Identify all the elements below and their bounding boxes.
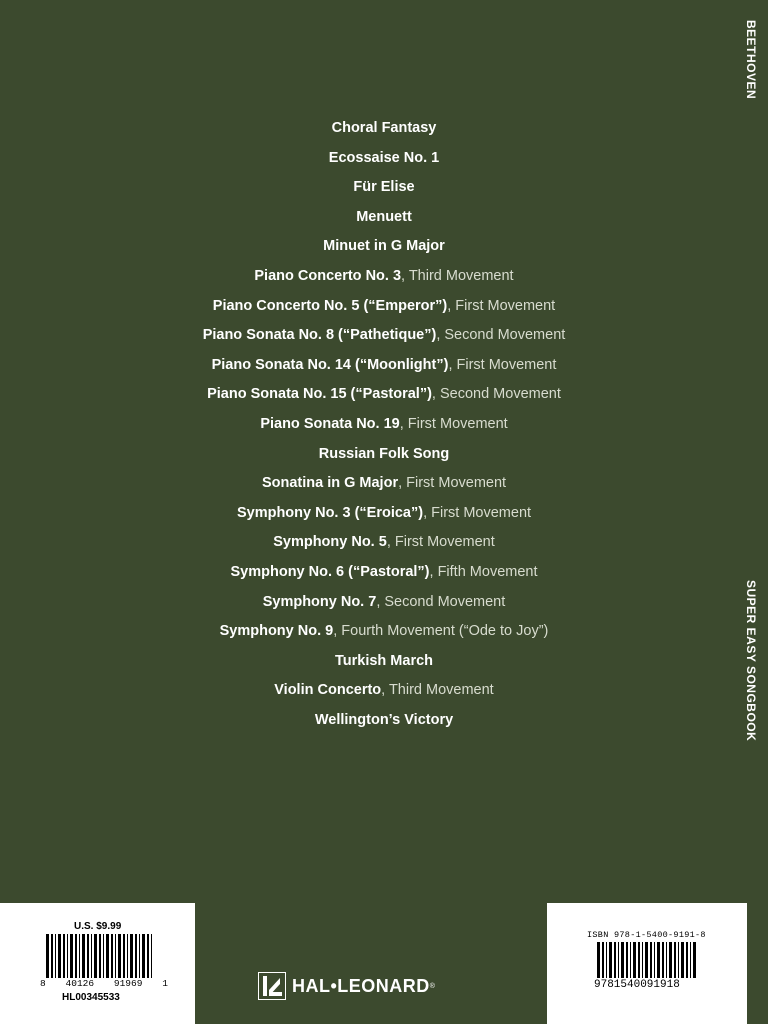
barcode-bar xyxy=(645,942,648,978)
barcode-bar xyxy=(94,934,97,978)
barcode-bar xyxy=(650,942,652,978)
song-title: Menuett xyxy=(356,208,412,225)
song-title: Russian Folk Song xyxy=(318,445,450,462)
song-entry xyxy=(0,114,768,144)
barcode-bar xyxy=(135,934,137,978)
song-entry xyxy=(0,262,768,292)
song-entry xyxy=(0,558,768,588)
barcode-bar xyxy=(638,942,640,978)
song-title: Symphony No. 7 xyxy=(262,593,377,610)
song-movement: , First Movement xyxy=(448,356,557,373)
song-movement: , Second Movement xyxy=(431,386,561,403)
song-movement: , Third Movement xyxy=(401,267,514,284)
song-title: Wellington’s Victory xyxy=(314,711,454,728)
spine-title: BEETHOVEN xyxy=(744,20,758,100)
barcode-bar xyxy=(690,942,691,978)
isbn-barcode-panel xyxy=(547,903,747,1024)
barcode-bar xyxy=(151,934,152,978)
upc-digit-group: 1 xyxy=(162,978,168,989)
song-title: Symphony No. 9 xyxy=(219,623,334,640)
barcode-bar xyxy=(147,934,149,978)
barcode-bar xyxy=(597,942,600,978)
barcode-bar xyxy=(630,942,631,978)
barcode-bar xyxy=(63,934,65,978)
song-entry xyxy=(0,588,768,618)
barcode-bar xyxy=(621,942,624,978)
song-entry xyxy=(0,440,768,470)
barcode-bar xyxy=(606,942,607,978)
song-title: Violin Concerto xyxy=(274,682,382,699)
barcode-bar xyxy=(51,934,53,978)
song-movement: , Fifth Movement xyxy=(429,563,538,580)
barcode-bar xyxy=(681,942,684,978)
song-entry xyxy=(0,144,768,174)
barcode-bar xyxy=(91,934,92,978)
song-title: Minuet in G Major xyxy=(323,238,445,255)
song-movement: , First Movement xyxy=(399,415,508,432)
price-barcode-panel xyxy=(0,903,195,1024)
song-entry xyxy=(0,647,768,677)
song-entry xyxy=(0,410,768,440)
barcode-bar xyxy=(642,942,643,978)
song-title: Piano Sonata No. 19 xyxy=(260,415,400,432)
publisher-name: HAL•LEONARD xyxy=(292,975,430,996)
song-entry xyxy=(0,232,768,262)
barcode-bar xyxy=(674,942,676,978)
song-title: Piano Concerto No. 5 (“Emperor”) xyxy=(212,297,448,314)
barcode-bar xyxy=(55,934,56,978)
barcode-bar xyxy=(75,934,77,978)
upc-barcode xyxy=(46,934,156,978)
barcode-bar xyxy=(662,942,664,978)
isbn-barcode xyxy=(597,942,697,978)
upc-digit-group: 91969 xyxy=(113,978,143,989)
ean-digits: 9781540091918 xyxy=(594,979,680,991)
publisher-logo xyxy=(258,970,435,1002)
song-title: Symphony No. 5 xyxy=(273,534,387,551)
song-title: Piano Concerto No. 3 xyxy=(254,267,402,284)
product-code: HL00345533 xyxy=(62,992,120,1003)
song-movement: , First Movement xyxy=(447,297,556,314)
barcode-bar xyxy=(111,934,113,978)
barcode-bar xyxy=(633,942,636,978)
song-movement: , Second Movement xyxy=(436,327,566,344)
upc-digit-group: 8 xyxy=(40,978,46,989)
song-list xyxy=(0,114,768,735)
barcode-bar xyxy=(87,934,89,978)
song-title: Für Elise xyxy=(353,179,415,196)
song-title: Piano Sonata No. 8 (“Pathetique”) xyxy=(202,327,437,344)
barcode-bar xyxy=(626,942,628,978)
registered-mark: ® xyxy=(429,982,435,990)
barcode-bar xyxy=(103,934,104,978)
barcode-bar xyxy=(118,934,121,978)
song-entry xyxy=(0,380,768,410)
song-movement: , Second Movement xyxy=(376,593,506,610)
song-title: Choral Fantasy xyxy=(331,120,437,136)
song-title: Ecossaise No. 1 xyxy=(328,149,440,166)
song-title: Sonatina in G Major xyxy=(261,475,399,492)
song-entry xyxy=(0,321,768,351)
barcode-bar xyxy=(669,942,672,978)
song-entry xyxy=(0,676,768,706)
barcode-bar xyxy=(602,942,604,978)
barcode-bar xyxy=(609,942,612,978)
song-title: Turkish March xyxy=(334,652,434,669)
song-entry xyxy=(0,499,768,529)
song-movement: , First Movement xyxy=(386,534,495,551)
song-entry xyxy=(0,706,768,736)
song-title: Symphony No. 6 (“Pastoral”) xyxy=(230,563,430,580)
barcode-bar xyxy=(678,942,679,978)
song-entry xyxy=(0,203,768,233)
song-movement: , Third Movement xyxy=(381,682,494,699)
isbn-label: ISBN 978-1-5400-9191-8 xyxy=(587,930,706,940)
song-movement: , Fourth Movement (“Ode to Joy”) xyxy=(333,623,549,640)
barcode-bar xyxy=(618,942,619,978)
barcode-bar xyxy=(666,942,667,978)
barcode-bar xyxy=(127,934,128,978)
barcode-bar xyxy=(693,942,696,978)
barcode-bar xyxy=(115,934,116,978)
spine-series-title: SUPER EASY SONGBOOK xyxy=(744,580,758,742)
upc-digits xyxy=(40,978,168,989)
hal-leonard-logo-icon xyxy=(258,972,286,1000)
song-movement: , First Movement xyxy=(423,504,532,521)
upc-digit-group: 40126 xyxy=(65,978,95,989)
song-title: Piano Sonata No. 14 (“Moonlight”) xyxy=(211,356,449,373)
barcode-bar xyxy=(58,934,61,978)
barcode-bar xyxy=(123,934,125,978)
barcode-bar xyxy=(67,934,68,978)
barcode-bar xyxy=(130,934,133,978)
price-label: U.S. $9.99 xyxy=(74,921,122,932)
barcode-bar xyxy=(99,934,101,978)
barcode-bar xyxy=(106,934,109,978)
song-title: Piano Sonata No. 15 (“Pastoral”) xyxy=(207,386,432,403)
barcode-bar xyxy=(142,934,145,978)
barcode-bar xyxy=(46,934,49,978)
song-entry xyxy=(0,469,768,499)
song-movement: , First Movement xyxy=(398,475,507,492)
song-entry xyxy=(0,292,768,322)
barcode-bar xyxy=(614,942,616,978)
barcode-bar xyxy=(139,934,140,978)
barcode-bar xyxy=(82,934,85,978)
barcode-bar xyxy=(79,934,80,978)
barcode-bar xyxy=(70,934,73,978)
barcode-bar xyxy=(657,942,660,978)
song-entry xyxy=(0,528,768,558)
song-entry xyxy=(0,173,768,203)
song-title: Symphony No. 3 (“Eroica”) xyxy=(236,504,424,521)
song-entry xyxy=(0,351,768,381)
song-entry xyxy=(0,617,768,647)
barcode-bar xyxy=(654,942,655,978)
barcode-bar xyxy=(686,942,688,978)
